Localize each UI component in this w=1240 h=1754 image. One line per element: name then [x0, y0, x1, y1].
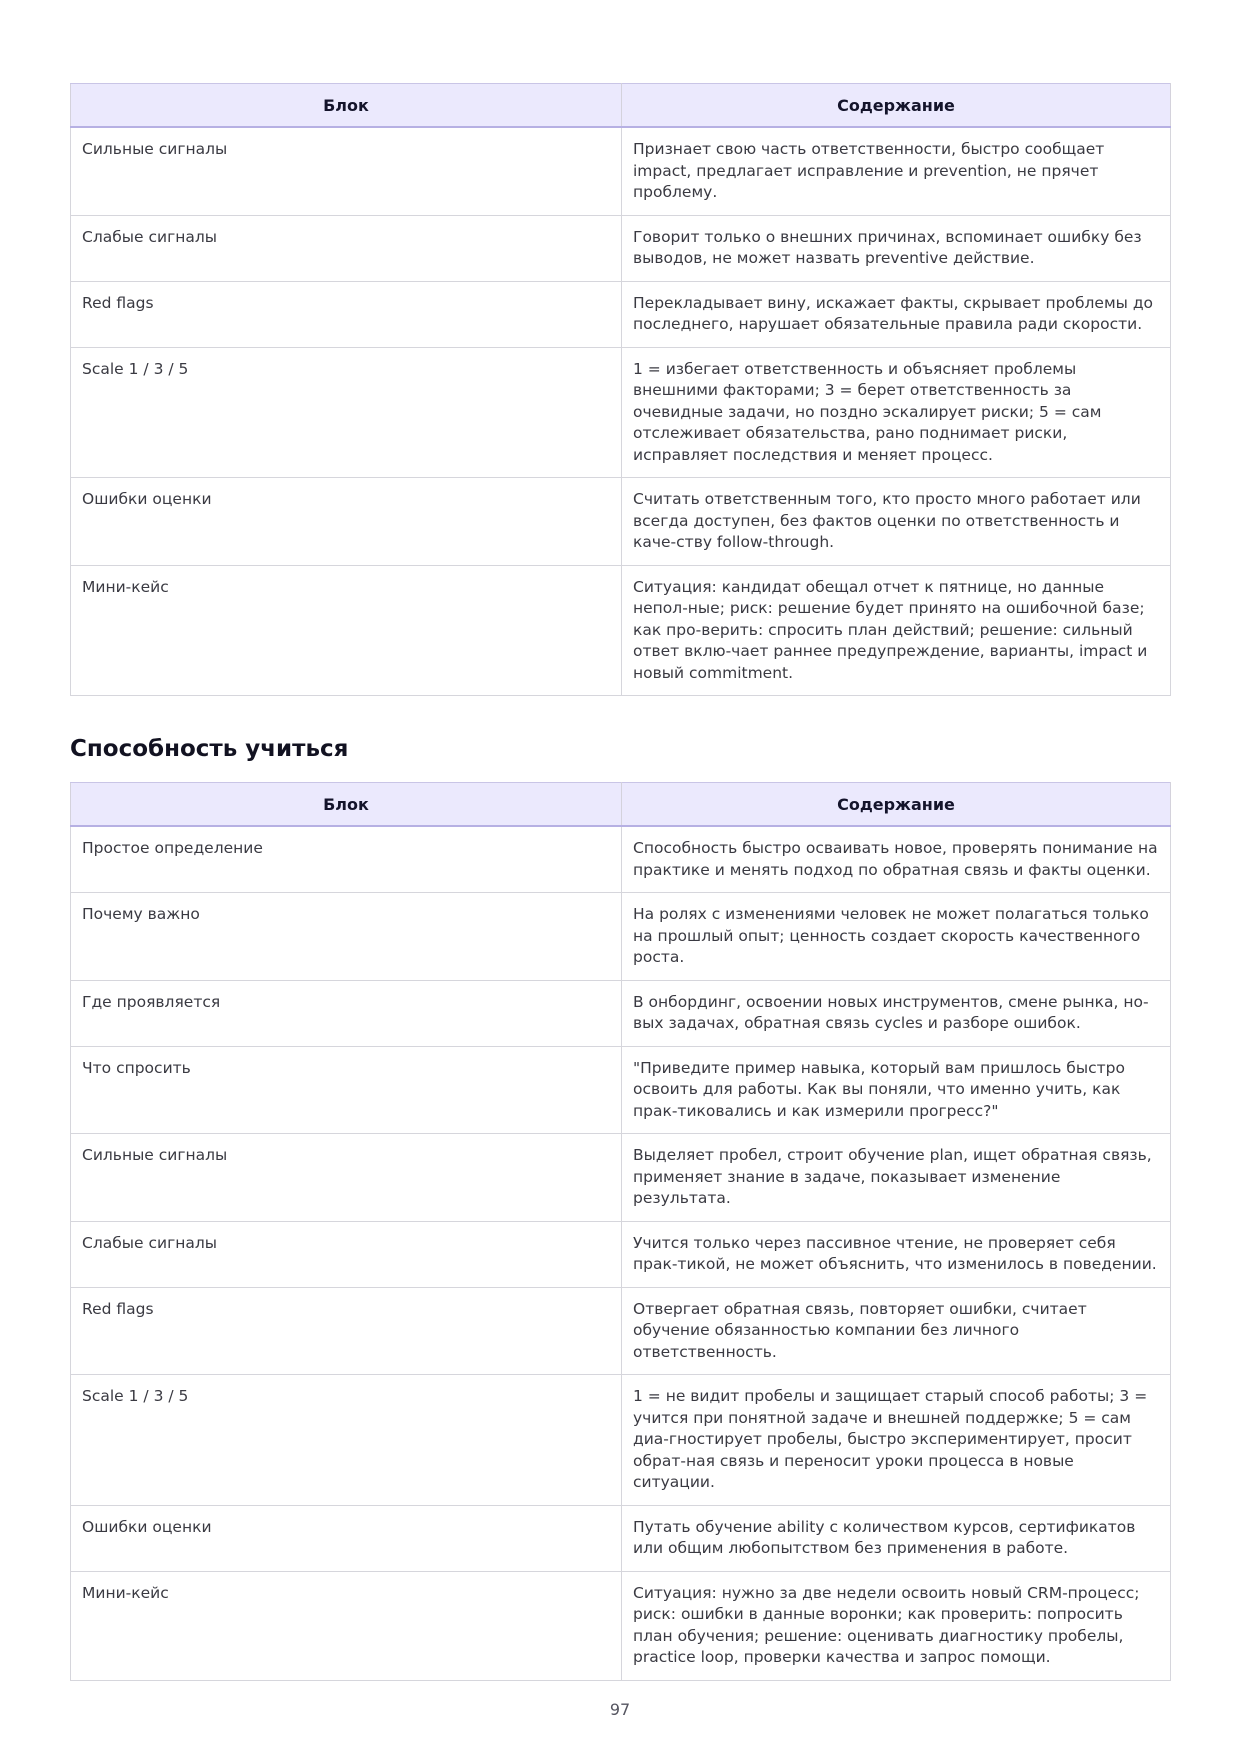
table-row — [71, 347, 1171, 478]
table-row — [71, 1375, 1171, 1506]
table-row — [71, 1287, 1171, 1375]
table-body — [71, 826, 1171, 1680]
cell-content: Перекладывает вину, искажает факты, скрывает проблемы до последнего, нарушает обязательные правила ради скорости. — [622, 281, 1171, 347]
cell-block: Сильные сигналы — [71, 1134, 622, 1222]
cell-block: Scale 1 / 3 / 5 — [71, 1375, 622, 1506]
table-row — [71, 1505, 1171, 1571]
table-row — [71, 1221, 1171, 1287]
cell-block: Что спросить — [71, 1046, 622, 1134]
cell-block: Где проявляется — [71, 980, 622, 1046]
table-row — [71, 1571, 1171, 1680]
table-responsibility — [70, 83, 1171, 696]
cell-block: Слабые сигналы — [71, 1221, 622, 1287]
table-row — [71, 215, 1171, 281]
cell-content: 1 = не видит пробелы и защищает старый способ работы; 3 = учится при понятной задаче и внешней поддержке; 5 = сам диа-гностирует пробелы, быстро экспериментирует, просит обрат-ная связь и переносит уроки процесса в новые ситуации. — [622, 1375, 1171, 1506]
cell-block: Red flags — [71, 1287, 622, 1375]
cell-block: Scale 1 / 3 / 5 — [71, 347, 622, 478]
cell-content: Способность быстро осваивать новое, проверять понимание на практике и менять подход по обратная связь и факты оценки. — [622, 826, 1171, 893]
cell-content: Ситуация: нужно за две недели освоить новый CRM-процесс; риск: ошибки в данные воронки; как проверить: попросить план обучения; решение: оценивать диагностику пробелы, practice loop, проверки качества и запрос помощи. — [622, 1571, 1171, 1680]
cell-content: Выделяет пробел, строит обучение plan, ищет обратная связь, применяет знание в задаче, показывает изменение результата. — [622, 1134, 1171, 1222]
table-row — [71, 565, 1171, 696]
header-block: Блок — [71, 84, 622, 128]
section-title: Способность учиться — [70, 736, 349, 762]
cell-block: Слабые сигналы — [71, 215, 622, 281]
table-row — [71, 127, 1171, 215]
header-content: Содержание — [622, 84, 1171, 128]
cell-block: Почему важно — [71, 893, 622, 981]
cell-content: На ролях с изменениями человек не может полагаться только на прошлый опыт; ценность создает скорость качественного роста. — [622, 893, 1171, 981]
cell-content: Путать обучение ability с количеством курсов, сертификатов или общим любопытством без применения в работе. — [622, 1505, 1171, 1571]
cell-content: Говорит только о внешних причинах, вспоминает ошибку без выводов, не может назвать preventive действие. — [622, 215, 1171, 281]
cell-block: Ошибки оценки — [71, 478, 622, 566]
cell-content: Признает свою часть ответственности, быстро сообщает impact, предлагает исправление и prevention, не прячет проблему. — [622, 127, 1171, 215]
cell-content: "Приведите пример навыка, который вам пришлось быстро освоить для работы. Как вы поняли, что именно учить, как прак-тиковались и как измерили прогресс?" — [622, 1046, 1171, 1134]
page-number: 97 — [609, 1700, 631, 1719]
page-content — [70, 83, 1170, 1681]
cell-block: Ошибки оценки — [71, 1505, 622, 1571]
table-row — [71, 980, 1171, 1046]
table-row — [71, 826, 1171, 893]
cell-content: Учится только через пассивное чтение, не проверяет себя прак-тикой, не может объяснить, что изменилось в поведении. — [622, 1221, 1171, 1287]
cell-block: Red flags — [71, 281, 622, 347]
cell-content: Ситуация: кандидат обещал отчет к пятнице, но данные непол-ные; риск: решение будет принято на ошибочной базе; как про-верить: спросить план действий; решение: сильный ответ вклю-чает раннее предупреждение, варианты, impact и новый commitment. — [622, 565, 1171, 696]
table-row — [71, 1134, 1171, 1222]
table-row — [71, 281, 1171, 347]
table-header-row — [71, 783, 1171, 827]
header-block: Блок — [71, 783, 622, 827]
cell-block: Мини-кейс — [71, 1571, 622, 1680]
cell-block: Мини-кейс — [71, 565, 622, 696]
cell-content: Отвергает обратная связь, повторяет ошибки, считает обучение обязанностью компании без личного ответственность. — [622, 1287, 1171, 1375]
table-row — [71, 1046, 1171, 1134]
cell-content: Считать ответственным того, кто просто много работает или всегда доступен, без фактов оценки по ответственность и каче-ству follow-through. — [622, 478, 1171, 566]
cell-content: В онбординг, освоении новых инструментов, смене рынка, но-вых задачах, обратная связь cycles и разборе ошибок. — [622, 980, 1171, 1046]
table-learning — [70, 782, 1171, 1681]
table-header-row — [71, 84, 1171, 128]
table-body — [71, 127, 1171, 696]
header-content: Содержание — [622, 783, 1171, 827]
cell-block: Сильные сигналы — [71, 127, 622, 215]
table-row — [71, 478, 1171, 566]
table-row — [71, 893, 1171, 981]
cell-content: 1 = избегает ответственность и объясняет проблемы внешними факторами; 3 = берет ответственность за очевидные задачи, но поздно эскалирует риски; 5 = сам отслеживает обязательства, рано поднимает риски, исправляет последствия и меняет процесс. — [622, 347, 1171, 478]
cell-block: Простое определение — [71, 826, 622, 893]
